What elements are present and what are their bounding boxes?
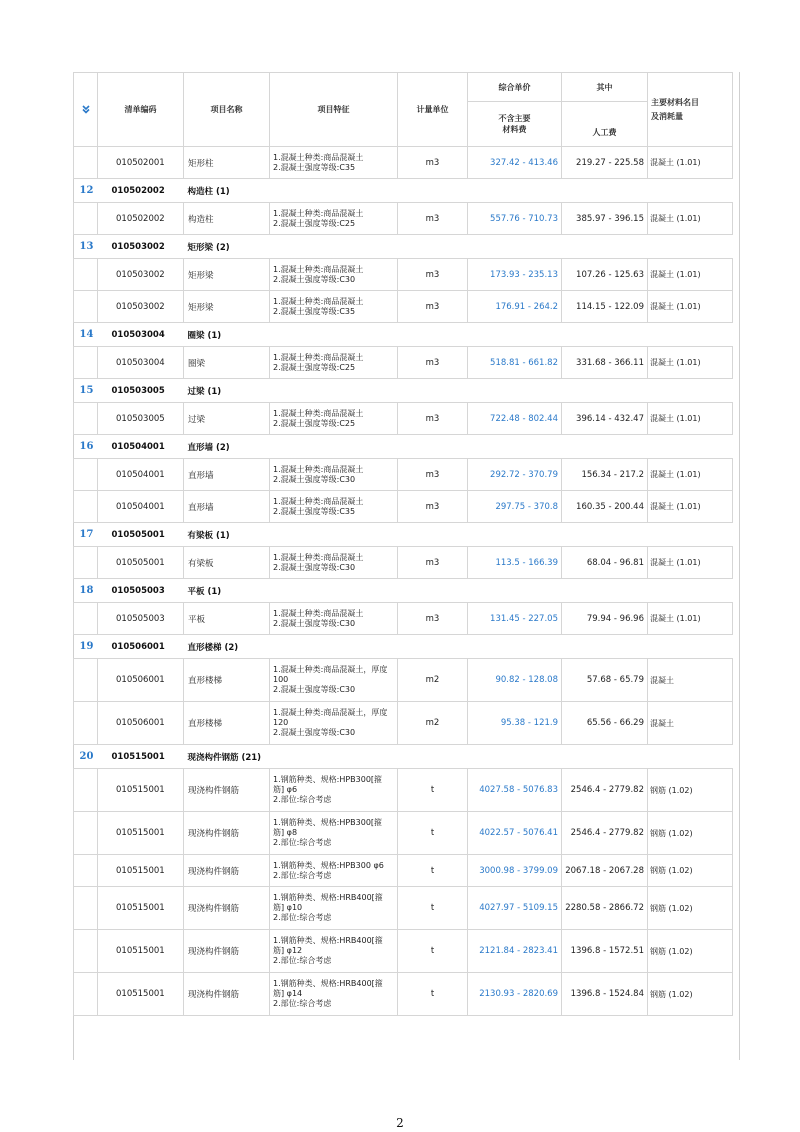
group-header-row[interactable] — [74, 523, 733, 547]
item-unit: m3 — [398, 491, 468, 523]
row-spacer — [74, 930, 98, 973]
row-spacer — [74, 547, 98, 579]
table-row[interactable] — [74, 291, 733, 323]
group-number: 17 — [74, 523, 98, 547]
item-name: 有梁板 — [184, 547, 270, 579]
item-material: 混凝土 (1.01) — [648, 603, 733, 635]
item-code: 010503002 — [98, 291, 184, 323]
item-labor: 1396.8 - 1524.84 — [562, 973, 648, 1016]
item-name: 直形墙 — [184, 491, 270, 523]
table-row[interactable] — [74, 973, 733, 1016]
group-number: 14 — [74, 323, 98, 347]
item-price-link[interactable]: 90.82 - 128.08 — [468, 659, 562, 702]
group-name: 直形楼梯 (2) — [184, 635, 733, 659]
item-code: 010504001 — [98, 491, 184, 523]
item-material: 钢筋 (1.02) — [648, 887, 733, 930]
group-code: 010502002 — [98, 179, 184, 203]
item-unit: m3 — [398, 203, 468, 235]
item-labor: 2067.18 - 2067.28 — [562, 855, 648, 887]
item-price-link[interactable]: 4022.57 - 5076.41 — [468, 812, 562, 855]
row-spacer — [74, 491, 98, 523]
item-feature: 1.混凝土种类:商品混凝土 2.混凝土强度等级:C35 — [270, 491, 398, 523]
item-unit: m3 — [398, 547, 468, 579]
item-name: 现浇构件钢筋 — [184, 812, 270, 855]
item-feature: 1.混凝土种类:商品混凝土 2.混凝土强度等级:C35 — [270, 147, 398, 179]
group-code: 010505003 — [98, 579, 184, 603]
group-header-row[interactable] — [74, 579, 733, 603]
double-chevron-down-icon — [81, 104, 91, 114]
row-spacer — [74, 459, 98, 491]
item-name: 平板 — [184, 603, 270, 635]
item-feature: 1.混凝土种类:商品混凝土，厚度 100 2.混凝土强度等级:C30 — [270, 659, 398, 702]
item-unit: m3 — [398, 459, 468, 491]
item-feature: 1.钢筋种类、规格:HRB400[箍 筋] φ12 2.部位:综合考虑 — [270, 930, 398, 973]
group-number: 18 — [74, 579, 98, 603]
col-header-code: 清单编码 — [98, 73, 184, 147]
item-labor: 2280.58 - 2866.72 — [562, 887, 648, 930]
col-header-feature: 项目特征 — [270, 73, 398, 147]
row-spacer — [74, 603, 98, 635]
item-material: 混凝土 (1.01) — [648, 259, 733, 291]
item-material: 钢筋 (1.02) — [648, 769, 733, 812]
group-name: 有梁板 (1) — [184, 523, 733, 547]
item-labor: 396.14 - 432.47 — [562, 403, 648, 435]
item-material: 混凝土 (1.01) — [648, 147, 733, 179]
group-name: 圈梁 (1) — [184, 323, 733, 347]
item-code: 010515001 — [98, 769, 184, 812]
table-row[interactable] — [74, 259, 733, 291]
item-labor: 57.68 - 65.79 — [562, 659, 648, 702]
item-code: 010503004 — [98, 347, 184, 379]
item-material: 混凝土 (1.01) — [648, 547, 733, 579]
table-row[interactable] — [74, 203, 733, 235]
item-price-link[interactable]: 173.93 - 235.13 — [468, 259, 562, 291]
item-feature: 1.混凝土种类:商品混凝土 2.混凝土强度等级:C25 — [270, 203, 398, 235]
table-row[interactable] — [74, 491, 733, 523]
item-material: 混凝土 (1.01) — [648, 459, 733, 491]
item-labor: 385.97 - 396.15 — [562, 203, 648, 235]
table-row[interactable] — [74, 930, 733, 973]
item-feature: 1.混凝土种类:商品混凝土 2.混凝土强度等级:C25 — [270, 403, 398, 435]
group-header-row[interactable] — [74, 745, 733, 769]
item-price-link[interactable]: 518.81 - 661.82 — [468, 347, 562, 379]
item-labor: 107.26 - 125.63 — [562, 259, 648, 291]
item-price-link[interactable]: 4027.97 - 5109.15 — [468, 887, 562, 930]
item-labor: 114.15 - 122.09 — [562, 291, 648, 323]
col-header-material: 主要材料名目 及消耗量 — [648, 73, 733, 147]
item-name: 现浇构件钢筋 — [184, 973, 270, 1016]
item-feature: 1.混凝土种类:商品混凝土，厚度 120 2.混凝土强度等级:C30 — [270, 702, 398, 745]
group-number: 13 — [74, 235, 98, 259]
item-unit: m3 — [398, 347, 468, 379]
item-price-link[interactable]: 176.91 - 264.2 — [468, 291, 562, 323]
item-price-link[interactable]: 292.72 - 370.79 — [468, 459, 562, 491]
group-code: 010503005 — [98, 379, 184, 403]
group-header-row[interactable] — [74, 323, 733, 347]
item-price-link[interactable]: 3000.98 - 3799.09 — [468, 855, 562, 887]
page-number: 2 — [396, 1116, 404, 1130]
item-feature: 1.混凝土种类:商品混凝土 2.混凝土强度等级:C30 — [270, 459, 398, 491]
item-price-link[interactable]: 557.76 - 710.73 — [468, 203, 562, 235]
item-labor: 2546.4 - 2779.82 — [562, 812, 648, 855]
group-header-row[interactable] — [74, 235, 733, 259]
table-row[interactable] — [74, 459, 733, 491]
item-code: 010503002 — [98, 259, 184, 291]
item-feature: 1.混凝土种类:商品混凝土 2.混凝土强度等级:C30 — [270, 259, 398, 291]
item-feature: 1.混凝土种类:商品混凝土 2.混凝土强度等级:C35 — [270, 291, 398, 323]
row-spacer — [74, 147, 98, 179]
item-material: 钢筋 (1.02) — [648, 855, 733, 887]
group-name: 现浇构件钢筋 (21) — [184, 745, 733, 769]
item-name: 矩形梁 — [184, 259, 270, 291]
item-unit: t — [398, 812, 468, 855]
item-labor: 331.68 - 366.11 — [562, 347, 648, 379]
item-feature: 1.钢筋种类、规格:HPB300[箍 筋] φ8 2.部位:综合考虑 — [270, 812, 398, 855]
item-name: 矩形梁 — [184, 291, 270, 323]
group-code: 010504001 — [98, 435, 184, 459]
item-name: 现浇构件钢筋 — [184, 930, 270, 973]
group-header-row[interactable] — [74, 435, 733, 459]
item-code: 010506001 — [98, 702, 184, 745]
table-row[interactable] — [74, 855, 733, 887]
item-code: 010502002 — [98, 203, 184, 235]
col-header-name: 项目名称 — [184, 73, 270, 147]
item-labor: 160.35 - 200.44 — [562, 491, 648, 523]
row-spacer — [74, 347, 98, 379]
group-name: 过梁 (1) — [184, 379, 733, 403]
group-number: 12 — [74, 179, 98, 203]
item-material: 混凝土 — [648, 702, 733, 745]
item-name: 现浇构件钢筋 — [184, 855, 270, 887]
item-unit: m3 — [398, 291, 468, 323]
table-row[interactable] — [74, 603, 733, 635]
item-name: 直形楼梯 — [184, 659, 270, 702]
item-labor: 2546.4 - 2779.82 — [562, 769, 648, 812]
group-code: 010505001 — [98, 523, 184, 547]
item-unit: t — [398, 887, 468, 930]
item-price-link[interactable]: 297.75 - 370.8 — [468, 491, 562, 523]
expand-all-toggle[interactable] — [74, 73, 98, 147]
item-material: 混凝土 (1.01) — [648, 203, 733, 235]
table-row[interactable] — [74, 147, 733, 179]
item-material: 混凝土 (1.01) — [648, 403, 733, 435]
group-header-row[interactable] — [74, 179, 733, 203]
item-labor: 65.56 - 66.29 — [562, 702, 648, 745]
item-unit: t — [398, 855, 468, 887]
item-unit: m3 — [398, 147, 468, 179]
item-price-link[interactable]: 2130.93 - 2820.69 — [468, 973, 562, 1016]
item-code: 010515001 — [98, 973, 184, 1016]
row-spacer — [74, 887, 98, 930]
group-code: 010503004 — [98, 323, 184, 347]
item-labor: 79.94 - 96.96 — [562, 603, 648, 635]
item-name: 现浇构件钢筋 — [184, 769, 270, 812]
group-number: 15 — [74, 379, 98, 403]
col-header-composite-sub: 不含主要 材料费 — [468, 102, 562, 147]
item-feature: 1.钢筋种类、规格:HPB300 φ6 2.部位:综合考虑 — [270, 855, 398, 887]
item-unit: m3 — [398, 259, 468, 291]
item-unit: m2 — [398, 702, 468, 745]
item-code: 010515001 — [98, 930, 184, 973]
col-header-among: 其中 — [562, 73, 648, 102]
row-spacer — [74, 769, 98, 812]
item-price-link[interactable]: 327.42 - 413.46 — [468, 147, 562, 179]
item-code: 010506001 — [98, 659, 184, 702]
group-code: 010506001 — [98, 635, 184, 659]
group-number: 16 — [74, 435, 98, 459]
table-row[interactable] — [74, 769, 733, 812]
item-code: 010515001 — [98, 812, 184, 855]
item-name: 圈梁 — [184, 347, 270, 379]
item-feature: 1.混凝土种类:商品混凝土 2.混凝土强度等级:C25 — [270, 347, 398, 379]
col-header-composite-price: 综合单价 — [468, 73, 562, 102]
item-feature: 1.钢筋种类、规格:HPB300[箍 筋] φ6 2.部位:综合考虑 — [270, 769, 398, 812]
row-spacer — [74, 702, 98, 745]
group-number: 20 — [74, 745, 98, 769]
table-row[interactable] — [74, 347, 733, 379]
table-row[interactable] — [74, 702, 733, 745]
item-unit: m2 — [398, 659, 468, 702]
row-spacer — [74, 259, 98, 291]
item-material: 混凝土 (1.01) — [648, 491, 733, 523]
item-name: 矩形柱 — [184, 147, 270, 179]
item-feature: 1.混凝土种类:商品混凝土 2.混凝土强度等级:C30 — [270, 547, 398, 579]
group-name: 直形墙 (2) — [184, 435, 733, 459]
table-row[interactable] — [74, 812, 733, 855]
item-code: 010502001 — [98, 147, 184, 179]
item-labor: 68.04 - 96.81 — [562, 547, 648, 579]
col-header-unit: 计量单位 — [398, 73, 468, 147]
item-unit: t — [398, 930, 468, 973]
table-row[interactable] — [74, 887, 733, 930]
item-price-link[interactable]: 4027.58 - 5076.83 — [468, 769, 562, 812]
item-feature: 1.钢筋种类、规格:HRB400[箍 筋] φ14 2.部位:综合考虑 — [270, 973, 398, 1016]
table-row[interactable] — [74, 403, 733, 435]
item-unit: t — [398, 973, 468, 1016]
item-material: 混凝土 (1.01) — [648, 291, 733, 323]
group-name: 平板 (1) — [184, 579, 733, 603]
item-unit: m3 — [398, 603, 468, 635]
group-header-row[interactable] — [74, 635, 733, 659]
item-name: 直形楼梯 — [184, 702, 270, 745]
item-material: 钢筋 (1.02) — [648, 973, 733, 1016]
col-header-labor: 人工费 — [562, 102, 648, 147]
item-price-link[interactable]: 2121.84 - 2823.41 — [468, 930, 562, 973]
group-name: 矩形梁 (2) — [184, 235, 733, 259]
item-price-link[interactable]: 95.38 - 121.9 — [468, 702, 562, 745]
item-price-link[interactable]: 113.5 - 166.39 — [468, 547, 562, 579]
item-unit: t — [398, 769, 468, 812]
item-code: 010504001 — [98, 459, 184, 491]
row-spacer — [74, 659, 98, 702]
item-feature: 1.混凝土种类:商品混凝土 2.混凝土强度等级:C30 — [270, 603, 398, 635]
price-table — [73, 72, 733, 1016]
group-number: 19 — [74, 635, 98, 659]
item-price-link[interactable]: 722.48 - 802.44 — [468, 403, 562, 435]
item-labor: 156.34 - 217.2 — [562, 459, 648, 491]
item-code: 010515001 — [98, 855, 184, 887]
row-spacer — [74, 855, 98, 887]
item-price-link[interactable]: 131.45 - 227.05 — [468, 603, 562, 635]
item-material: 混凝土 — [648, 659, 733, 702]
group-name: 构造柱 (1) — [184, 179, 733, 203]
row-spacer — [74, 812, 98, 855]
item-code: 010505001 — [98, 547, 184, 579]
item-feature: 1.钢筋种类、规格:HRB400[箍 筋] φ10 2.部位:综合考虑 — [270, 887, 398, 930]
item-labor: 219.27 - 225.58 — [562, 147, 648, 179]
group-code: 010503002 — [98, 235, 184, 259]
row-spacer — [74, 291, 98, 323]
item-name: 现浇构件钢筋 — [184, 887, 270, 930]
group-code: 010515001 — [98, 745, 184, 769]
item-labor: 1396.8 - 1572.51 — [562, 930, 648, 973]
row-spacer — [74, 973, 98, 1016]
item-material: 钢筋 (1.02) — [648, 812, 733, 855]
item-name: 构造柱 — [184, 203, 270, 235]
item-code: 010505003 — [98, 603, 184, 635]
item-code: 010503005 — [98, 403, 184, 435]
row-spacer — [74, 403, 98, 435]
item-material: 钢筋 (1.02) — [648, 930, 733, 973]
table-row[interactable] — [74, 547, 733, 579]
item-material: 混凝土 (1.01) — [648, 347, 733, 379]
item-code: 010515001 — [98, 887, 184, 930]
row-spacer — [74, 203, 98, 235]
item-name: 直形墙 — [184, 459, 270, 491]
item-unit: m3 — [398, 403, 468, 435]
item-name: 过梁 — [184, 403, 270, 435]
group-header-row[interactable] — [74, 379, 733, 403]
table-body — [74, 147, 733, 1016]
table-row[interactable] — [74, 659, 733, 702]
